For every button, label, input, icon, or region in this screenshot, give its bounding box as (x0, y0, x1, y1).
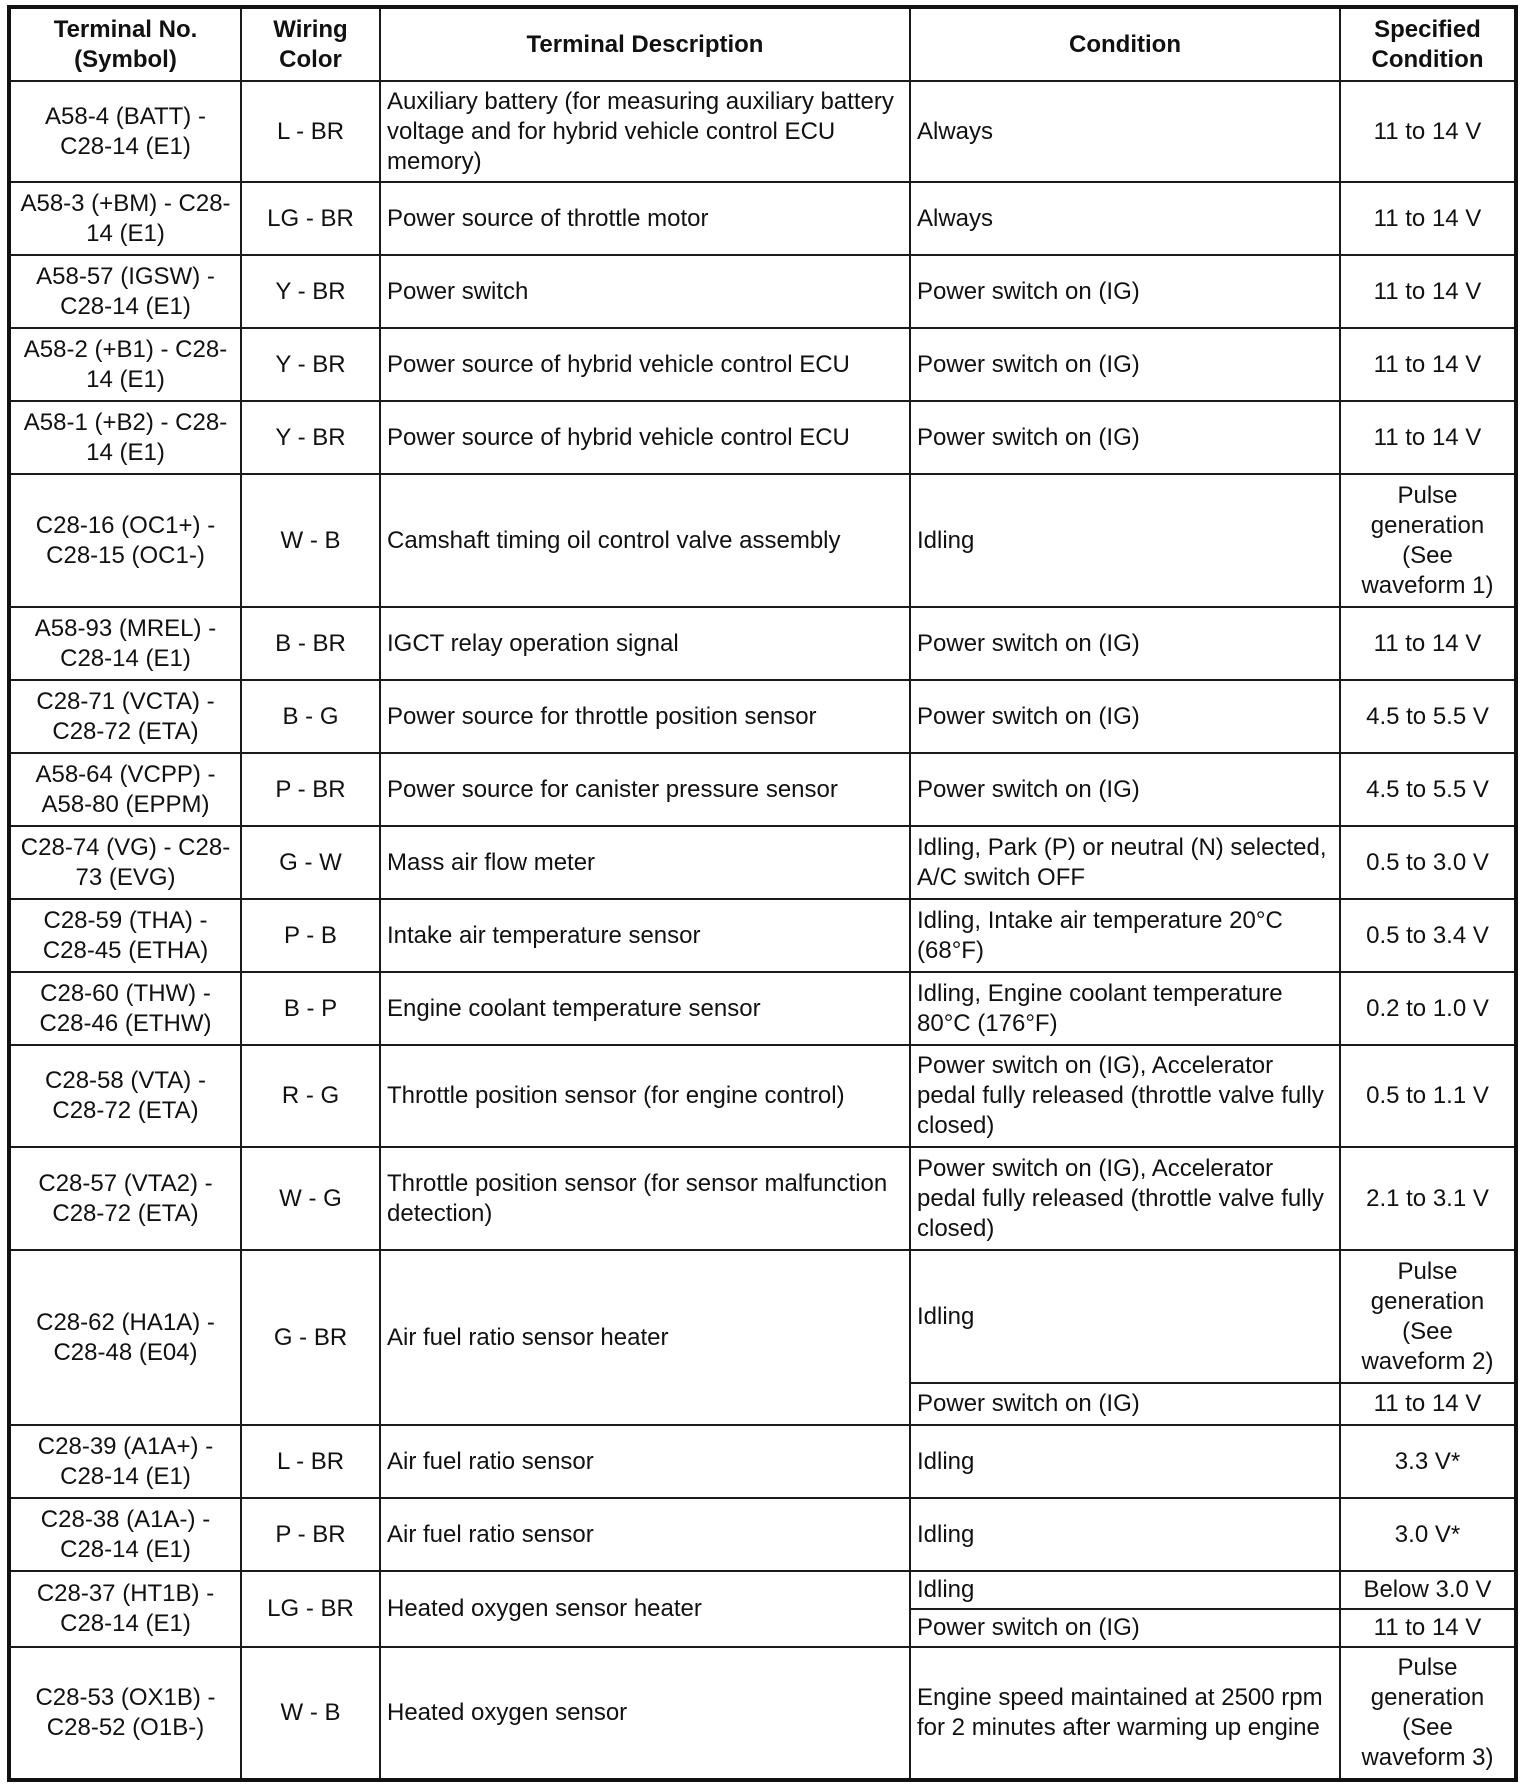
condition-cell: Idling (910, 1425, 1340, 1498)
condition-cell: Idling (910, 1571, 1340, 1609)
description-cell: Heated oxygen sensor (380, 1647, 910, 1780)
specified-cell: 0.5 to 1.1 V (1340, 1045, 1516, 1147)
specified-cell: 11 to 14 V (1340, 328, 1516, 401)
table-row (9, 972, 1516, 1045)
table-row (9, 81, 1516, 182)
description-cell: Air fuel ratio sensor (380, 1425, 910, 1498)
specified-cell: 0.2 to 1.0 V (1340, 972, 1516, 1045)
terminal-cell: C28-39 (A1A+) - C28-14 (E1) (9, 1425, 241, 1498)
wiring-cell: W - G (241, 1147, 380, 1250)
wiring-cell: B - P (241, 972, 380, 1045)
description-cell: Throttle position sensor (for engine control) (380, 1045, 910, 1147)
specified-cell: 11 to 14 V (1340, 1383, 1516, 1425)
wiring-cell: Y - BR (241, 401, 380, 474)
wiring-cell: B - BR (241, 607, 380, 680)
description-cell: Power source of hybrid vehicle control ECU (380, 328, 910, 401)
description-cell: Power switch (380, 255, 910, 328)
wiring-cell: LG - BR (241, 1571, 380, 1647)
specified-cell: 4.5 to 5.5 V (1340, 753, 1516, 826)
table-row (9, 680, 1516, 753)
condition-cell: Idling, Intake air temperature 20°C (68°F) (910, 899, 1340, 972)
terminal-cell: C28-59 (THA) - C28-45 (ETHA) (9, 899, 241, 972)
condition-cell: Power switch on (IG) (910, 255, 1340, 328)
specified-cell: 11 to 14 V (1340, 1609, 1516, 1647)
wiring-cell: B - G (241, 680, 380, 753)
header-condition: Condition (910, 7, 1340, 81)
condition-cell: Power switch on (IG) (910, 1609, 1340, 1647)
specified-cell: 0.5 to 3.0 V (1340, 826, 1516, 899)
condition-cell: Power switch on (IG), Accelerator pedal fully released (throttle valve fully closed) (910, 1147, 1340, 1250)
description-cell: Air fuel ratio sensor (380, 1498, 910, 1571)
condition-cell: Power switch on (IG) (910, 680, 1340, 753)
specified-cell: 4.5 to 5.5 V (1340, 680, 1516, 753)
condition-cell: Power switch on (IG) (910, 607, 1340, 680)
description-cell: Engine coolant temperature sensor (380, 972, 910, 1045)
condition-cell: Engine speed maintained at 2500 rpm for 2 minutes after warming up engine (910, 1647, 1340, 1780)
terminal-cell: A58-64 (VCPP) - A58-80 (EPPM) (9, 753, 241, 826)
description-cell: Mass air flow meter (380, 826, 910, 899)
specified-cell: 11 to 14 V (1340, 81, 1516, 182)
table-row (9, 1498, 1516, 1571)
condition-cell: Idling, Park (P) or neutral (N) selected, A/C switch OFF (910, 826, 1340, 899)
table-row (9, 1647, 1516, 1780)
condition-cell: Power switch on (IG) (910, 328, 1340, 401)
table-row (9, 328, 1516, 401)
terminal-cell: C28-74 (VG) - C28-73 (EVG) (9, 826, 241, 899)
table-row (9, 826, 1516, 899)
terminal-cell: C28-38 (A1A-) - C28-14 (E1) (9, 1498, 241, 1571)
terminal-cell: C28-60 (THW) - C28-46 (ETHW) (9, 972, 241, 1045)
description-cell: Auxiliary battery (for measuring auxiliary battery voltage and for hybrid vehicle control ECU memory) (380, 81, 910, 182)
description-cell: Power source for canister pressure sensor (380, 753, 910, 826)
condition-cell: Idling, Engine coolant temperature 80°C (176°F) (910, 972, 1340, 1045)
terminal-cell: A58-4 (BATT) - C28-14 (E1) (9, 81, 241, 182)
table-row (9, 1425, 1516, 1498)
table-row (9, 255, 1516, 328)
description-cell: Power source for throttle position sensor (380, 680, 910, 753)
description-cell: Air fuel ratio sensor heater (380, 1250, 910, 1425)
header-specified: Specified Condition (1340, 7, 1516, 81)
specified-cell: Pulse generation (See waveform 1) (1340, 474, 1516, 607)
specified-cell: 11 to 14 V (1340, 607, 1516, 680)
terminal-cell: A58-57 (IGSW) - C28-14 (E1) (9, 255, 241, 328)
wiring-cell: R - G (241, 1045, 380, 1147)
table-row (9, 401, 1516, 474)
wiring-cell: W - B (241, 474, 380, 607)
wiring-cell: W - B (241, 1647, 380, 1780)
condition-cell: Always (910, 81, 1340, 182)
condition-cell: Power switch on (IG), Accelerator pedal fully released (throttle valve fully closed) (910, 1045, 1340, 1147)
table-row (9, 1571, 1516, 1609)
description-cell: Heated oxygen sensor heater (380, 1571, 910, 1647)
specified-cell: 11 to 14 V (1340, 255, 1516, 328)
terminal-cell: A58-93 (MREL) - C28-14 (E1) (9, 607, 241, 680)
table-row (9, 1250, 1516, 1383)
terminal-cell: C28-53 (OX1B) - C28-52 (O1B-) (9, 1647, 241, 1780)
terminal-cell: A58-3 (+BM) - C28-14 (E1) (9, 182, 241, 255)
description-cell: IGCT relay operation signal (380, 607, 910, 680)
wiring-cell: Y - BR (241, 328, 380, 401)
wiring-cell: P - BR (241, 1498, 380, 1571)
wiring-cell: P - B (241, 899, 380, 972)
table-row (9, 474, 1516, 607)
condition-cell: Idling (910, 1498, 1340, 1571)
terminal-cell: A58-1 (+B2) - C28-14 (E1) (9, 401, 241, 474)
table-row (9, 1147, 1516, 1250)
specified-cell: 11 to 14 V (1340, 182, 1516, 255)
description-cell: Intake air temperature sensor (380, 899, 910, 972)
wiring-cell: G - BR (241, 1250, 380, 1425)
table-row (9, 899, 1516, 972)
specified-cell: Below 3.0 V (1340, 1571, 1516, 1609)
condition-cell: Power switch on (IG) (910, 1383, 1340, 1425)
description-cell: Throttle position sensor (for sensor malfunction detection) (380, 1147, 910, 1250)
specified-cell: 3.0 V* (1340, 1498, 1516, 1571)
wiring-cell: P - BR (241, 753, 380, 826)
header-wiring: Wiring Color (241, 7, 380, 81)
specified-cell: Pulse generation (See waveform 2) (1340, 1250, 1516, 1383)
condition-cell: Power switch on (IG) (910, 401, 1340, 474)
specified-cell: 11 to 14 V (1340, 401, 1516, 474)
wiring-cell: L - BR (241, 1425, 380, 1498)
terminal-cell: C28-16 (OC1+) - C28-15 (OC1-) (9, 474, 241, 607)
terminal-cell: A58-2 (+B1) - C28-14 (E1) (9, 328, 241, 401)
description-cell: Power source of hybrid vehicle control ECU (380, 401, 910, 474)
description-cell: Power source of throttle motor (380, 182, 910, 255)
wiring-cell: L - BR (241, 81, 380, 182)
specified-cell: Pulse generation (See waveform 3) (1340, 1647, 1516, 1780)
specified-cell: 0.5 to 3.4 V (1340, 899, 1516, 972)
table-row (9, 753, 1516, 826)
specified-cell: 3.3 V* (1340, 1425, 1516, 1498)
wiring-cell: LG - BR (241, 182, 380, 255)
header-description: Terminal Description (380, 7, 910, 81)
terminal-cell: C28-58 (VTA) - C28-72 (ETA) (9, 1045, 241, 1147)
condition-cell: Idling (910, 474, 1340, 607)
condition-cell: Always (910, 182, 1340, 255)
wiring-cell: G - W (241, 826, 380, 899)
table-row (9, 1045, 1516, 1147)
table-row (9, 182, 1516, 255)
description-cell: Camshaft timing oil control valve assembly (380, 474, 910, 607)
terminal-cell: C28-37 (HT1B) - C28-14 (E1) (9, 1571, 241, 1647)
terminal-cell: C28-57 (VTA2) - C28-72 (ETA) (9, 1147, 241, 1250)
condition-cell: Power switch on (IG) (910, 753, 1340, 826)
header-terminal: Terminal No. (Symbol) (9, 7, 241, 81)
header-row (9, 7, 1516, 81)
terminal-spec-table (7, 5, 1518, 1782)
wiring-cell: Y - BR (241, 255, 380, 328)
terminal-cell: C28-62 (HA1A) - C28-48 (E04) (9, 1250, 241, 1425)
table-row (9, 607, 1516, 680)
terminal-cell: C28-71 (VCTA) - C28-72 (ETA) (9, 680, 241, 753)
specified-cell: 2.1 to 3.1 V (1340, 1147, 1516, 1250)
condition-cell: Idling (910, 1250, 1340, 1383)
